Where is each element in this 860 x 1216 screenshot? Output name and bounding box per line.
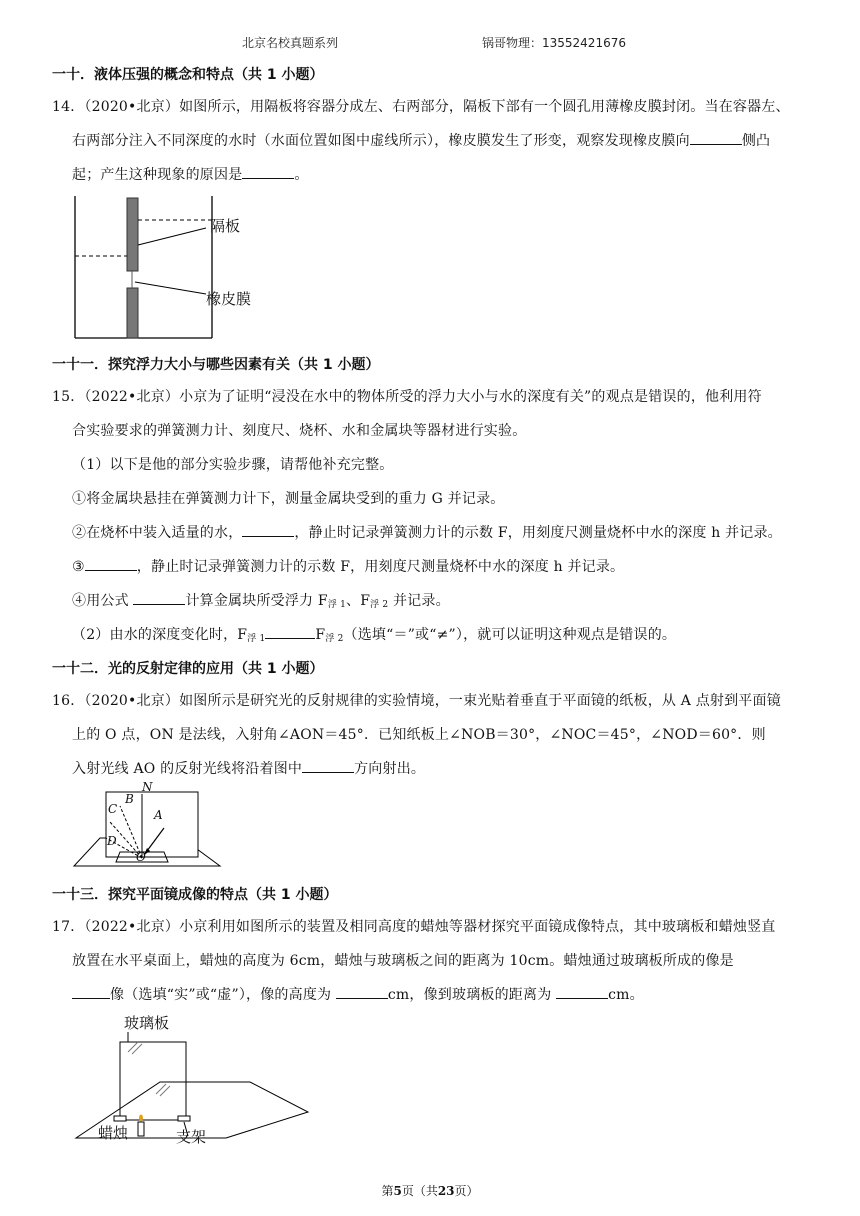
- footer-text: 第: [381, 1184, 394, 1198]
- q14-text: 侧凸: [741, 133, 771, 149]
- q17-line2: 放置在水平桌面上，蜡烛的高度为 6cm，蜡烛与玻璃板之间的距离为 10cm。蜡烛通过玻璃板所成的像是: [72, 953, 734, 969]
- answer-blank[interactable]: [302, 760, 354, 773]
- q16-text: 方向射出。: [354, 761, 426, 777]
- section-title: 一十一．探究浮力大小与哪些因素有关（共 1 小题）: [52, 357, 380, 373]
- answer-blank[interactable]: [690, 132, 742, 145]
- q14-text: 右两部分注入不同深度的水时（水面位置如图中虚线所示），橡皮膜发生了形变，观察发现橡皮膜向: [72, 133, 690, 149]
- q17-text: cm，像到玻璃板的距离为: [387, 987, 557, 1003]
- label-d: D: [107, 834, 117, 848]
- subscript: 浮 1: [247, 634, 266, 644]
- q16-line2: 上的 O 点，ON 是法线，入射角∠AON＝45°．已知纸板上∠NOB＝30°，∠NOC＝45°，∠NOD＝60°．则: [72, 727, 766, 743]
- label-c: C: [108, 802, 118, 816]
- q15-text: （2）由水的深度变化时，F: [72, 627, 248, 643]
- q15-text: （选填“＝”或“≠”），就可以证明这种观点是错误的。: [343, 627, 677, 643]
- section-title: 一十．液体压强的概念和特点（共 1 小题）: [52, 67, 324, 83]
- q15-text: F: [315, 627, 326, 643]
- q15-step3: [72, 556, 624, 576]
- q15-text: 、F: [346, 593, 371, 609]
- subscript: 浮 2: [325, 634, 344, 644]
- q15-text: ②在烧杯中装入适量的水，: [72, 525, 243, 541]
- header-series: 北京名校真题系列: [242, 36, 339, 50]
- q15-text: ，静止时记录弹簧测力计的示数 F，用刻度尺测量烧杯中水的深度 h 并记录。: [294, 525, 782, 541]
- page-number: 5: [393, 1184, 402, 1198]
- q17-line1: 17．（2022•北京）小京利用如图所示的装置及相同高度的蜡烛等器材探究平面镜成像特点，其中玻璃板和蜡烛竖直: [52, 919, 776, 935]
- label-candle: 蜡烛: [98, 1124, 129, 1142]
- footer-text: 页（共: [401, 1184, 438, 1198]
- reflection-figure: [72, 780, 232, 870]
- q16-text: 入射光线 AO 的反射光线将沿着图中: [72, 761, 303, 777]
- page-footer: [0, 1182, 860, 1199]
- q15-text: 计算金属块所受浮力 F: [185, 593, 328, 609]
- q14-line2: [72, 130, 770, 150]
- header-contact: 锅哥物理：13552421676: [482, 36, 626, 50]
- q14-text: 。: [294, 167, 309, 183]
- q16-line3: [72, 758, 425, 778]
- q16-line1: 16．（2020•北京）如图所示是研究光的反射规律的实验情境，一束光贴着垂直于平面镜的纸板，从 A 点射到平面镜: [52, 693, 781, 709]
- answer-blank[interactable]: [336, 986, 388, 999]
- label-stand: 支架: [176, 1128, 207, 1146]
- q14-line3: [72, 164, 309, 184]
- q15-step2: [72, 522, 782, 542]
- q15-step1: ①将金属块悬挂在弹簧测力计下，测量金属块受到的重力 G 并记录。: [72, 491, 505, 507]
- answer-blank[interactable]: [265, 626, 315, 639]
- footer-text: 页）: [454, 1184, 479, 1198]
- q15-part2: [72, 624, 676, 644]
- label-membrane: 橡皮膜: [206, 290, 252, 308]
- container-figure: [60, 190, 290, 345]
- q17-text: cm。: [608, 987, 644, 1003]
- subscript: 浮 2: [370, 600, 389, 610]
- q14-line1: 14．（2020•北京）如图所示，用隔板将容器分成左、右两部分，隔板下部有一个圆孔用薄橡皮膜封闭。当在容器左、: [52, 99, 790, 115]
- label-glass: 玻璃板: [124, 1014, 170, 1032]
- label-b: B: [125, 792, 134, 806]
- q15-text: ，静止时记录弹簧测力计的示数 F，用刻度尺测量烧杯中水的深度 h 并记录。: [136, 559, 625, 575]
- label-a: A: [154, 808, 163, 822]
- q15-line1: 15．（2022•北京）小京为了证明“浸没在水中的物体所受的浮力大小与水的深度有关”的观点是错误的，他利用符: [52, 389, 762, 405]
- q17-line3: [72, 984, 644, 1004]
- answer-blank[interactable]: [85, 558, 137, 571]
- answer-blank[interactable]: [72, 986, 110, 999]
- label-partition: 隔板: [210, 217, 241, 235]
- subscript: 浮 1: [327, 600, 347, 610]
- page-total: 23: [437, 1184, 455, 1198]
- q15-text: ④用公式: [72, 593, 134, 609]
- section-title: 一十二．光的反射定律的应用（共 1 小题）: [52, 661, 324, 677]
- plane-mirror-figure: [68, 1012, 318, 1144]
- answer-blank[interactable]: [242, 524, 294, 537]
- section-title: 一十三．探究平面镜成像的特点（共 1 小题）: [52, 887, 338, 903]
- q15-text: ③: [72, 559, 85, 575]
- q15-text: 并记录。: [388, 593, 450, 609]
- q15-part1: （1）以下是他的部分实验步骤，请帮他补充完整。: [72, 457, 394, 473]
- label-n: N: [142, 780, 153, 794]
- answer-blank[interactable]: [242, 166, 294, 179]
- label-o: O: [136, 850, 146, 864]
- q17-text: 像（选填“实”或“虚”），像的高度为: [110, 987, 336, 1003]
- q14-text: 起；产生这种现象的原因是: [72, 167, 243, 183]
- q15-step4: [72, 590, 450, 610]
- q15-line2: 合实验要求的弹簧测力计、刻度尺、烧杯、水和金属块等器材进行实验。: [72, 423, 527, 439]
- answer-blank[interactable]: [556, 986, 608, 999]
- answer-blank[interactable]: [133, 592, 185, 605]
